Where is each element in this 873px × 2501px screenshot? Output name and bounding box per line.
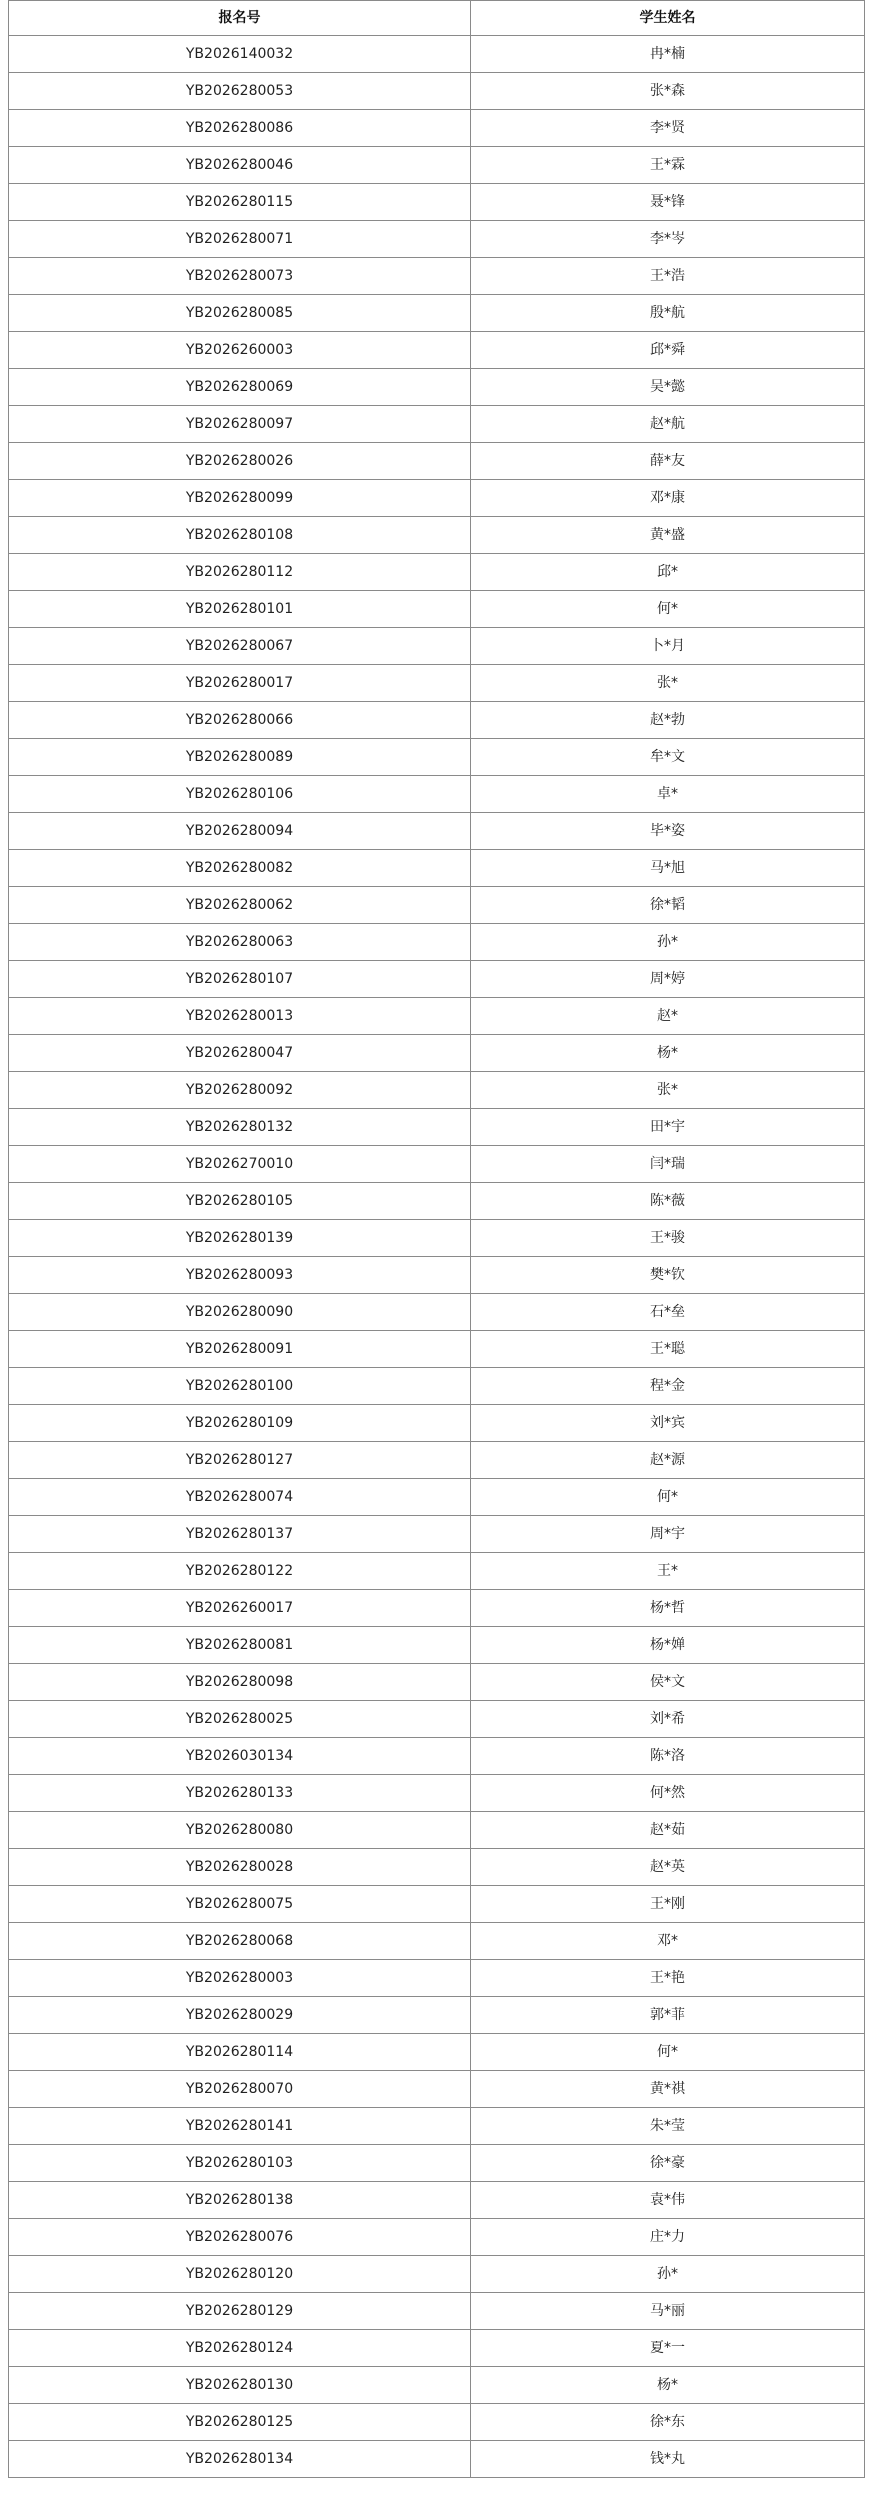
table-row xyxy=(9,295,865,332)
table-row xyxy=(9,147,865,184)
student-name-cell: 赵*勃 xyxy=(471,702,865,739)
student-name-cell: 赵* xyxy=(471,998,865,1035)
table-row xyxy=(9,36,865,73)
student-name-cell: 牟*文 xyxy=(471,739,865,776)
table-row xyxy=(9,2293,865,2330)
table-row xyxy=(9,1479,865,1516)
table-row xyxy=(9,1331,865,1368)
table-row xyxy=(9,2330,865,2367)
table-row xyxy=(9,850,865,887)
table-row xyxy=(9,1442,865,1479)
student-name-cell: 赵*航 xyxy=(471,406,865,443)
table-row xyxy=(9,1553,865,1590)
registration-number-cell: YB2026280029 xyxy=(9,1997,471,2034)
student-name-cell: 赵*茹 xyxy=(471,1812,865,1849)
student-name-cell: 陈*洛 xyxy=(471,1738,865,1775)
table-row xyxy=(9,1590,865,1627)
student-name-cell: 刘*希 xyxy=(471,1701,865,1738)
table-row xyxy=(9,961,865,998)
registration-number-cell: YB2026280114 xyxy=(9,2034,471,2071)
table-row xyxy=(9,332,865,369)
table-row xyxy=(9,1368,865,1405)
table-row xyxy=(9,1701,865,1738)
registration-number-cell: YB2026280124 xyxy=(9,2330,471,2367)
student-name-cell: 吴*懿 xyxy=(471,369,865,406)
student-name-cell: 聂*锋 xyxy=(471,184,865,221)
table-row xyxy=(9,591,865,628)
student-name-cell: 徐*韬 xyxy=(471,887,865,924)
table-row xyxy=(9,1294,865,1331)
registration-number-cell: YB2026280086 xyxy=(9,110,471,147)
student-name-cell: 李*贤 xyxy=(471,110,865,147)
student-name-cell: 黄*盛 xyxy=(471,517,865,554)
registration-number-cell: YB2026280134 xyxy=(9,2441,471,2478)
table-row xyxy=(9,1516,865,1553)
registration-number-cell: YB2026280106 xyxy=(9,776,471,813)
table-row xyxy=(9,776,865,813)
table-row xyxy=(9,702,865,739)
student-name-cell: 朱*莹 xyxy=(471,2108,865,2145)
registration-number-cell: YB2026280081 xyxy=(9,1627,471,1664)
registration-number-cell: YB2026280122 xyxy=(9,1553,471,1590)
table-row xyxy=(9,1257,865,1294)
registration-number-cell: YB2026280013 xyxy=(9,998,471,1035)
table-row xyxy=(9,1960,865,1997)
registration-number-cell: YB2026280017 xyxy=(9,665,471,702)
registration-number-cell: YB2026280046 xyxy=(9,147,471,184)
registration-number-cell: YB2026280073 xyxy=(9,258,471,295)
table-row xyxy=(9,406,865,443)
student-name-cell: 樊*钦 xyxy=(471,1257,865,1294)
table-row xyxy=(9,110,865,147)
registration-number-cell: YB2026280141 xyxy=(9,2108,471,2145)
registration-number-cell: YB2026280068 xyxy=(9,1923,471,1960)
student-name-cell: 孙* xyxy=(471,924,865,961)
registration-number-cell: YB2026280112 xyxy=(9,554,471,591)
registration-number-cell: YB2026280097 xyxy=(9,406,471,443)
registration-number-cell: YB2026260003 xyxy=(9,332,471,369)
registration-number-cell: YB2026280100 xyxy=(9,1368,471,1405)
registration-number-cell: YB2026280120 xyxy=(9,2256,471,2293)
table-row xyxy=(9,1997,865,2034)
registration-number-cell: YB2026280138 xyxy=(9,2182,471,2219)
student-name-cell: 李*岑 xyxy=(471,221,865,258)
registration-number-cell: YB2026280094 xyxy=(9,813,471,850)
registration-number-cell: YB2026280076 xyxy=(9,2219,471,2256)
registration-number-cell: YB2026280093 xyxy=(9,1257,471,1294)
registration-number-cell: YB2026280047 xyxy=(9,1035,471,1072)
student-name-cell: 何* xyxy=(471,2034,865,2071)
registration-number-cell: YB2026280105 xyxy=(9,1183,471,1220)
student-name-cell: 王*刚 xyxy=(471,1886,865,1923)
table-row xyxy=(9,1775,865,1812)
registration-number-cell: YB2026280099 xyxy=(9,480,471,517)
student-name-cell: 马*丽 xyxy=(471,2293,865,2330)
registration-number-cell: YB2026280063 xyxy=(9,924,471,961)
student-name-cell: 殷*航 xyxy=(471,295,865,332)
registration-number-cell: YB2026260017 xyxy=(9,1590,471,1627)
student-name-cell: 张*森 xyxy=(471,73,865,110)
table-row xyxy=(9,2441,865,2478)
registration-number-cell: YB2026280053 xyxy=(9,73,471,110)
student-name-cell: 杨* xyxy=(471,1035,865,1072)
student-name-cell: 薛*友 xyxy=(471,443,865,480)
student-name-cell: 石*垒 xyxy=(471,1294,865,1331)
table-row xyxy=(9,1812,865,1849)
table-row xyxy=(9,2182,865,2219)
table-row xyxy=(9,2219,865,2256)
student-name-cell: 张* xyxy=(471,1072,865,1109)
student-name-cell: 毕*姿 xyxy=(471,813,865,850)
student-name-cell: 侯*文 xyxy=(471,1664,865,1701)
registration-number-cell: YB2026280070 xyxy=(9,2071,471,2108)
registration-number-cell: YB2026280089 xyxy=(9,739,471,776)
table-row xyxy=(9,1035,865,1072)
student-name-cell: 夏*一 xyxy=(471,2330,865,2367)
table-row xyxy=(9,480,865,517)
registration-number-cell: YB2026280075 xyxy=(9,1886,471,1923)
registration-number-cell: YB2026280069 xyxy=(9,369,471,406)
registration-number-cell: YB2026280066 xyxy=(9,702,471,739)
student-name-cell: 孙* xyxy=(471,2256,865,2293)
table-row xyxy=(9,184,865,221)
table-row xyxy=(9,2071,865,2108)
student-name-cell: 闫*瑞 xyxy=(471,1146,865,1183)
header-student-name: 学生姓名 xyxy=(471,1,865,36)
table-row xyxy=(9,1627,865,1664)
student-name-cell: 周*婷 xyxy=(471,961,865,998)
student-name-cell: 何*然 xyxy=(471,1775,865,1812)
student-name-cell: 邓*康 xyxy=(471,480,865,517)
registration-number-cell: YB2026140032 xyxy=(9,36,471,73)
registration-number-cell: YB2026280125 xyxy=(9,2404,471,2441)
student-name-cell: 刘*宾 xyxy=(471,1405,865,1442)
registration-number-cell: YB2026280108 xyxy=(9,517,471,554)
student-name-cell: 郭*菲 xyxy=(471,1997,865,2034)
table-row xyxy=(9,887,865,924)
student-name-cell: 赵*源 xyxy=(471,1442,865,1479)
student-name-cell: 陈*薇 xyxy=(471,1183,865,1220)
registration-number-cell: YB2026280132 xyxy=(9,1109,471,1146)
registration-number-cell: YB2026280074 xyxy=(9,1479,471,1516)
table-row xyxy=(9,2367,865,2404)
registration-number-cell: YB2026280062 xyxy=(9,887,471,924)
table-row xyxy=(9,739,865,776)
student-name-cell: 杨* xyxy=(471,2367,865,2404)
table-row xyxy=(9,1146,865,1183)
table-row xyxy=(9,1886,865,1923)
registration-number-cell: YB2026280003 xyxy=(9,1960,471,1997)
table-row xyxy=(9,1109,865,1146)
registration-number-cell: YB2026280092 xyxy=(9,1072,471,1109)
registration-number-cell: YB2026280133 xyxy=(9,1775,471,1812)
registration-number-cell: YB2026280026 xyxy=(9,443,471,480)
student-name-cell: 何* xyxy=(471,591,865,628)
registration-number-cell: YB2026280082 xyxy=(9,850,471,887)
student-name-cell: 杨*婵 xyxy=(471,1627,865,1664)
table-row xyxy=(9,258,865,295)
registration-number-cell: YB2026280129 xyxy=(9,2293,471,2330)
student-list-table xyxy=(8,0,865,2478)
registration-number-cell: YB2026280127 xyxy=(9,1442,471,1479)
student-name-cell: 王*艳 xyxy=(471,1960,865,1997)
student-name-cell: 周*宇 xyxy=(471,1516,865,1553)
student-name-cell: 邱*舜 xyxy=(471,332,865,369)
student-name-cell: 王*聪 xyxy=(471,1331,865,1368)
table-row xyxy=(9,2145,865,2182)
table-row xyxy=(9,1072,865,1109)
registration-number-cell: YB2026030134 xyxy=(9,1738,471,1775)
table-row xyxy=(9,1183,865,1220)
table-row xyxy=(9,443,865,480)
registration-number-cell: YB2026280109 xyxy=(9,1405,471,1442)
table-row xyxy=(9,1923,865,1960)
table-row xyxy=(9,813,865,850)
student-name-cell: 卓* xyxy=(471,776,865,813)
table-row xyxy=(9,924,865,961)
registration-number-cell: YB2026280107 xyxy=(9,961,471,998)
table-row xyxy=(9,665,865,702)
registration-number-cell: YB2026280067 xyxy=(9,628,471,665)
table-row xyxy=(9,517,865,554)
table-row xyxy=(9,1405,865,1442)
registration-number-cell: YB2026280085 xyxy=(9,295,471,332)
student-name-cell: 王* xyxy=(471,1553,865,1590)
table-row xyxy=(9,369,865,406)
student-name-cell: 赵*英 xyxy=(471,1849,865,1886)
table-row xyxy=(9,554,865,591)
student-name-cell: 钱*丸 xyxy=(471,2441,865,2478)
student-name-cell: 程*金 xyxy=(471,1368,865,1405)
student-name-cell: 冉*楠 xyxy=(471,36,865,73)
table-row xyxy=(9,998,865,1035)
table-row xyxy=(9,2404,865,2441)
registration-number-cell: YB2026280101 xyxy=(9,591,471,628)
student-name-cell: 何* xyxy=(471,1479,865,1516)
student-name-cell: 袁*伟 xyxy=(471,2182,865,2219)
student-name-cell: 邓* xyxy=(471,1923,865,1960)
registration-number-cell: YB2026280091 xyxy=(9,1331,471,1368)
registration-number-cell: YB2026280025 xyxy=(9,1701,471,1738)
table-row xyxy=(9,1220,865,1257)
student-name-cell: 徐*东 xyxy=(471,2404,865,2441)
registration-number-cell: YB2026280071 xyxy=(9,221,471,258)
registration-number-cell: YB2026280137 xyxy=(9,1516,471,1553)
student-name-cell: 卜*月 xyxy=(471,628,865,665)
student-name-cell: 徐*豪 xyxy=(471,2145,865,2182)
table-row xyxy=(9,2256,865,2293)
table-row xyxy=(9,221,865,258)
student-name-cell: 黄*祺 xyxy=(471,2071,865,2108)
table-row xyxy=(9,1738,865,1775)
student-name-cell: 张* xyxy=(471,665,865,702)
registration-number-cell: YB2026270010 xyxy=(9,1146,471,1183)
registration-number-cell: YB2026280130 xyxy=(9,2367,471,2404)
header-registration-number: 报名号 xyxy=(9,1,471,36)
table-row xyxy=(9,2108,865,2145)
student-name-cell: 庄*力 xyxy=(471,2219,865,2256)
student-name-cell: 王*霖 xyxy=(471,147,865,184)
registration-number-cell: YB2026280028 xyxy=(9,1849,471,1886)
table-row xyxy=(9,628,865,665)
registration-number-cell: YB2026280080 xyxy=(9,1812,471,1849)
table-row xyxy=(9,1664,865,1701)
table-row xyxy=(9,2034,865,2071)
student-name-cell: 邱* xyxy=(471,554,865,591)
registration-number-cell: YB2026280103 xyxy=(9,2145,471,2182)
student-name-cell: 马*旭 xyxy=(471,850,865,887)
registration-number-cell: YB2026280098 xyxy=(9,1664,471,1701)
table-body xyxy=(9,36,865,2478)
student-name-cell: 王*骏 xyxy=(471,1220,865,1257)
registration-number-cell: YB2026280115 xyxy=(9,184,471,221)
table-header-row xyxy=(9,1,865,36)
student-name-cell: 王*浩 xyxy=(471,258,865,295)
registration-number-cell: YB2026280139 xyxy=(9,1220,471,1257)
student-name-cell: 杨*哲 xyxy=(471,1590,865,1627)
table-row xyxy=(9,1849,865,1886)
registration-number-cell: YB2026280090 xyxy=(9,1294,471,1331)
student-name-cell: 田*宇 xyxy=(471,1109,865,1146)
table-row xyxy=(9,73,865,110)
